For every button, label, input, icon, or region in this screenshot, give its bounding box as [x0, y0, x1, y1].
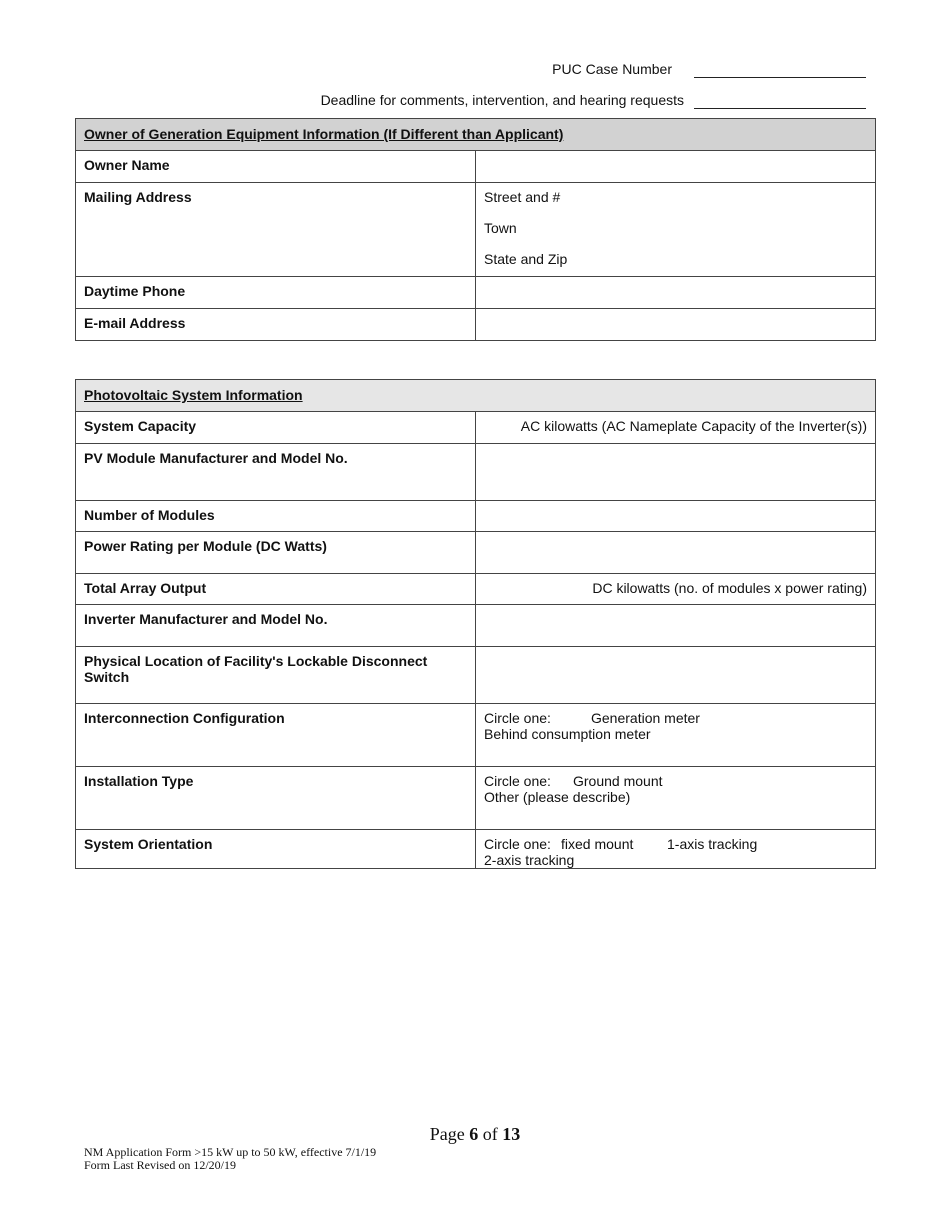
interconnection-circle-one: Circle one:	[484, 710, 551, 726]
orientation-circle-one: Circle one:	[484, 836, 551, 852]
owner-name-field[interactable]	[476, 151, 876, 183]
page-word: Page	[429, 1124, 465, 1144]
owner-info-table	[75, 118, 876, 341]
email-label: E-mail Address	[76, 309, 476, 341]
total-array-field[interactable]	[476, 574, 876, 605]
owner-section-title: Owner of Generation Equipment Information (If Different than Applicant)	[76, 119, 876, 151]
deadline-field[interactable]	[694, 92, 866, 109]
option-fixed-mount[interactable]: fixed mount	[561, 836, 634, 852]
power-rating-field[interactable]	[476, 532, 876, 574]
pv-module-label: PV Module Manufacturer and Model No.	[76, 444, 476, 501]
daytime-phone-label: Daytime Phone	[76, 277, 476, 309]
total-array-hint: DC kilowatts (no. of modules x power rating)	[592, 580, 867, 596]
option-1-axis-tracking[interactable]: 1-axis tracking	[667, 836, 758, 852]
state-zip-label: State and Zip	[484, 251, 568, 267]
installation-circle-one: Circle one:	[484, 773, 551, 789]
daytime-phone-field[interactable]	[476, 277, 876, 309]
installation-type-field	[476, 767, 876, 830]
puc-case-number-label: PUC Case Number	[552, 61, 672, 77]
pv-system-table	[75, 379, 876, 869]
puc-case-number-line	[552, 61, 866, 78]
inverter-label: Inverter Manufacturer and Model No.	[76, 605, 476, 647]
system-capacity-label: System Capacity	[76, 412, 476, 444]
interconnection-field	[476, 704, 876, 767]
pv-module-field[interactable]	[476, 444, 876, 501]
option-generation-meter[interactable]: Generation meter	[591, 710, 700, 726]
inverter-field[interactable]	[476, 605, 876, 647]
disconnect-location-field[interactable]	[476, 647, 876, 704]
num-modules-field[interactable]	[476, 501, 876, 532]
installation-type-label: Installation Type	[76, 767, 476, 830]
town-label: Town	[484, 220, 517, 236]
page-number	[0, 1124, 950, 1145]
deadline-label: Deadline for comments, intervention, and hearing requests	[320, 92, 684, 108]
total-array-label: Total Array Output	[76, 574, 476, 605]
page-total: 13	[502, 1124, 521, 1144]
system-orientation-label: System Orientation	[76, 830, 476, 869]
system-capacity-field[interactable]	[476, 412, 876, 444]
puc-case-number-field[interactable]	[694, 61, 866, 78]
form-name: NM Application Form >15 kW up to 50 kW, effective 7/1/19	[84, 1145, 377, 1159]
interconnection-label: Interconnection Configuration	[76, 704, 476, 767]
power-rating-label: Power Rating per Module (DC Watts)	[76, 532, 476, 574]
page-current: 6	[469, 1124, 479, 1144]
form-revised: Form Last Revised on 12/20/19	[84, 1158, 236, 1172]
deadline-line	[321, 92, 866, 109]
mailing-address-label: Mailing Address	[76, 183, 476, 277]
mailing-address-field[interactable]	[476, 183, 876, 277]
option-other[interactable]: Other (please describe)	[484, 789, 631, 805]
option-behind-consumption-meter[interactable]: Behind consumption meter	[484, 726, 651, 742]
street-label: Street and #	[484, 189, 561, 205]
footer-meta	[84, 1146, 376, 1172]
email-field[interactable]	[476, 309, 876, 341]
owner-name-label: Owner Name	[76, 151, 476, 183]
option-ground-mount[interactable]: Ground mount	[573, 773, 663, 789]
disconnect-location-label: Physical Location of Facility's Lockable Disconnect Switch	[76, 647, 476, 704]
page-of: of	[482, 1124, 498, 1144]
system-capacity-hint: AC kilowatts (AC Nameplate Capacity of the Inverter(s))	[520, 418, 867, 434]
num-modules-label: Number of Modules	[76, 501, 476, 532]
option-2-axis-tracking[interactable]: 2-axis tracking	[484, 852, 575, 868]
system-orientation-field	[476, 830, 876, 869]
pv-section-title: Photovoltaic System Information	[76, 380, 876, 412]
